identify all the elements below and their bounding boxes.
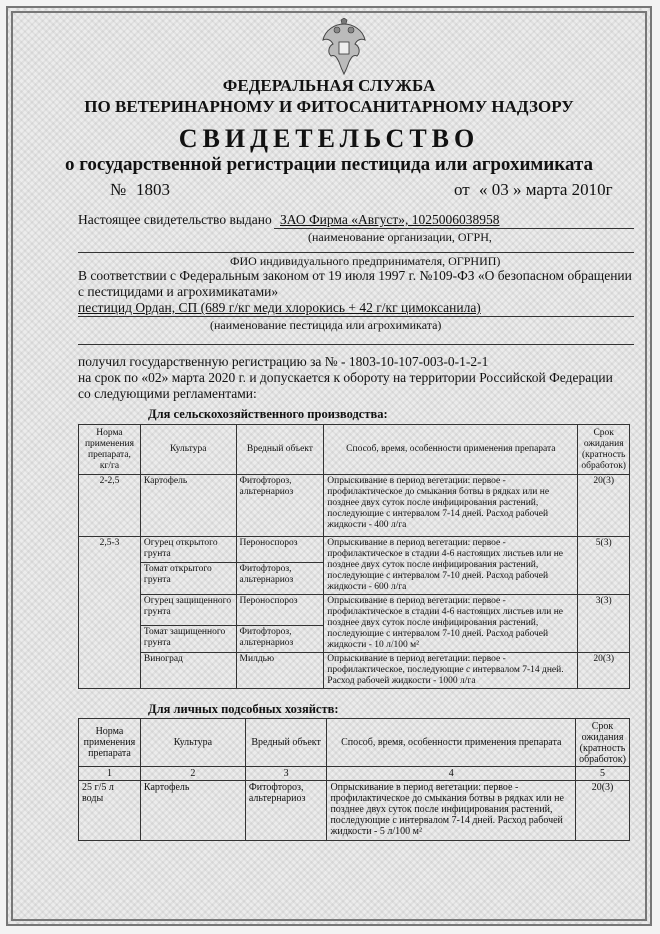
certificate-number: 1803 <box>136 180 170 199</box>
col-number: 5 <box>576 767 630 781</box>
table-row <box>79 653 630 689</box>
document-subtitle: о государственной регистрации пестицида или агрохимиката <box>64 154 594 175</box>
col-header-method: Способ, время, особенности применения препарата <box>327 719 576 767</box>
row-norm: 2,5-3 <box>79 537 141 689</box>
document-content <box>24 14 634 919</box>
document-title: СВИДЕТЕЛЬСТВО <box>178 124 480 153</box>
row-method: Опрыскивание в период вегетации: первое - профилактическое в стадии 4-6 настоящих листьев или не позднее двух суток после инфицирования растений, последующие с интервалом 7-10 дней. Расход рабочей жидкости - 600 л/га <box>324 537 578 595</box>
row-method: Опрыскивание в период вегетации: первое - профилактическое до смыкания ботвы в рядках или не позднее двух суток после инфицирования растений, последующие с интервалом 7-14 дней. Расход рабочей жидкости - 400 л/га <box>324 475 578 537</box>
col-header-norm: Норма применения препарата, кг/га <box>79 425 141 475</box>
issued-label: Настоящее свидетельство выдано <box>78 212 272 227</box>
agency-line-1: ФЕДЕРАЛЬНАЯ СЛУЖБА <box>222 76 436 95</box>
row-method: Опрыскивание в период вегетации: первое - профилактическое до смыкания ботвы в рядках или не позднее двух суток после инфицирования растений, последующие с интервалом 7-14 дней. Расход рабочей жидкости - 5 л/100 м² <box>327 781 576 841</box>
personal-farms-table <box>78 718 630 841</box>
col-header-pest: Вредный объект <box>236 425 324 475</box>
row-crop: Огурец открытого грунта <box>140 537 236 563</box>
col-header-wait: Срок ожидания (кратность обработок) <box>576 719 630 767</box>
row-pest: Пероноспороз <box>236 537 324 563</box>
col-header-method: Способ, время, особенности применения препарата <box>324 425 578 475</box>
table-row <box>79 537 630 563</box>
agricultural-table <box>78 424 630 689</box>
number-label: № <box>110 180 127 199</box>
row-pest: Фитофтороз, альтернариоз <box>236 475 324 537</box>
row-norm: 2-2,5 <box>79 475 141 537</box>
law-line-2: с пестицидами и агрохимикатами» <box>78 284 279 299</box>
row-method: Опрыскивание в период вегетации: первое - профилактическое в стадии 4-6 настоящих листьев или не позднее двух суток после инфицирования растений, последующие с интервалом 7-10 дней. Расход рабочей жидкости - 10 л/100 м² <box>324 595 578 653</box>
col-number: 3 <box>245 767 327 781</box>
section-personal-title: Для личных подсобных хозяйств: <box>148 702 339 716</box>
section-agricultural-title: Для сельскохозяйственного производства: <box>148 407 388 421</box>
row-crop: Томат открытого грунта <box>140 563 236 595</box>
pesticide-name: пестицид Ордан, СП (689 г/кг меди хлорокись + 42 г/кг цимоксанила) <box>78 300 481 315</box>
col-number: 4 <box>327 767 576 781</box>
row-wait: 20(3) <box>576 781 630 841</box>
certificate-date: « 03 » марта 2010г <box>479 180 613 199</box>
table-row <box>79 595 630 626</box>
registration-number-line: получил государственную регистрацию за № - 1803-10-107-003-0-1-2-1 <box>78 354 489 369</box>
row-method: Опрыскивание в период вегетации: первое - профилактическое, последующие с интервалом 7-14 дней. Расход рабочей жидкости - 1000 л/га <box>324 653 578 689</box>
row-wait: 20(3) <box>578 653 630 689</box>
pesticide-caption: (наименование пестицида или агрохимиката) <box>210 318 442 332</box>
date-label: от <box>454 180 470 199</box>
row-pest: Фитофтороз, альтернариоз <box>245 781 327 841</box>
agency-line-2: ПО ВЕТЕРИНАРНОМУ И ФИТОСАНИТАРНОМУ НАДЗОРУ <box>84 97 574 116</box>
row-wait: 20(3) <box>578 475 630 537</box>
row-pest: Фитофтороз, альтернариоз <box>236 563 324 595</box>
fio-caption: ФИО индивидуального предпринимателя, ОГРНИП) <box>230 254 501 268</box>
col-header-pest: Вредный объект <box>245 719 327 767</box>
table-row <box>79 781 630 841</box>
row-crop: Картофель <box>140 781 245 841</box>
row-wait: 5(3) <box>578 537 630 595</box>
row-norm: 25 г/5 л воды <box>79 781 141 841</box>
row-pest: Пероноспороз <box>236 595 324 626</box>
col-header-crop: Культура <box>140 719 245 767</box>
row-pest: Фитофтороз, альтернариоз <box>236 626 324 653</box>
row-crop: Огурец защищенного грунта <box>140 595 236 626</box>
row-crop: Томат защищенного грунта <box>140 626 236 653</box>
col-number: 2 <box>140 767 245 781</box>
col-number: 1 <box>79 767 141 781</box>
col-header-norm: Норма применения препарата <box>79 719 141 767</box>
row-pest: Милдью <box>236 653 324 689</box>
col-header-wait: Срок ожидания (кратность обработок) <box>578 425 630 475</box>
law-line-1: В соответствии с Федеральным законом от 19 июля 1997 г. №109-ФЗ «О безопасном обращении <box>78 268 632 283</box>
regulations-intro: со следующими регламентами: <box>78 386 257 401</box>
org-caption: (наименование организации, ОГРН, <box>308 230 492 244</box>
col-header-crop: Культура <box>140 425 236 475</box>
row-crop: Картофель <box>140 475 236 537</box>
table-row <box>79 475 630 537</box>
issued-to: ЗАО Фирма «Август», 1025006038958 <box>280 212 500 227</box>
coat-of-arms-emblem <box>317 18 371 78</box>
registration-term-line: на срок по «02» марта 2020 г. и допускается к обороту на территории Российской Федерации <box>78 370 613 385</box>
row-wait: 3(3) <box>578 595 630 653</box>
row-crop: Виноград <box>140 653 236 689</box>
